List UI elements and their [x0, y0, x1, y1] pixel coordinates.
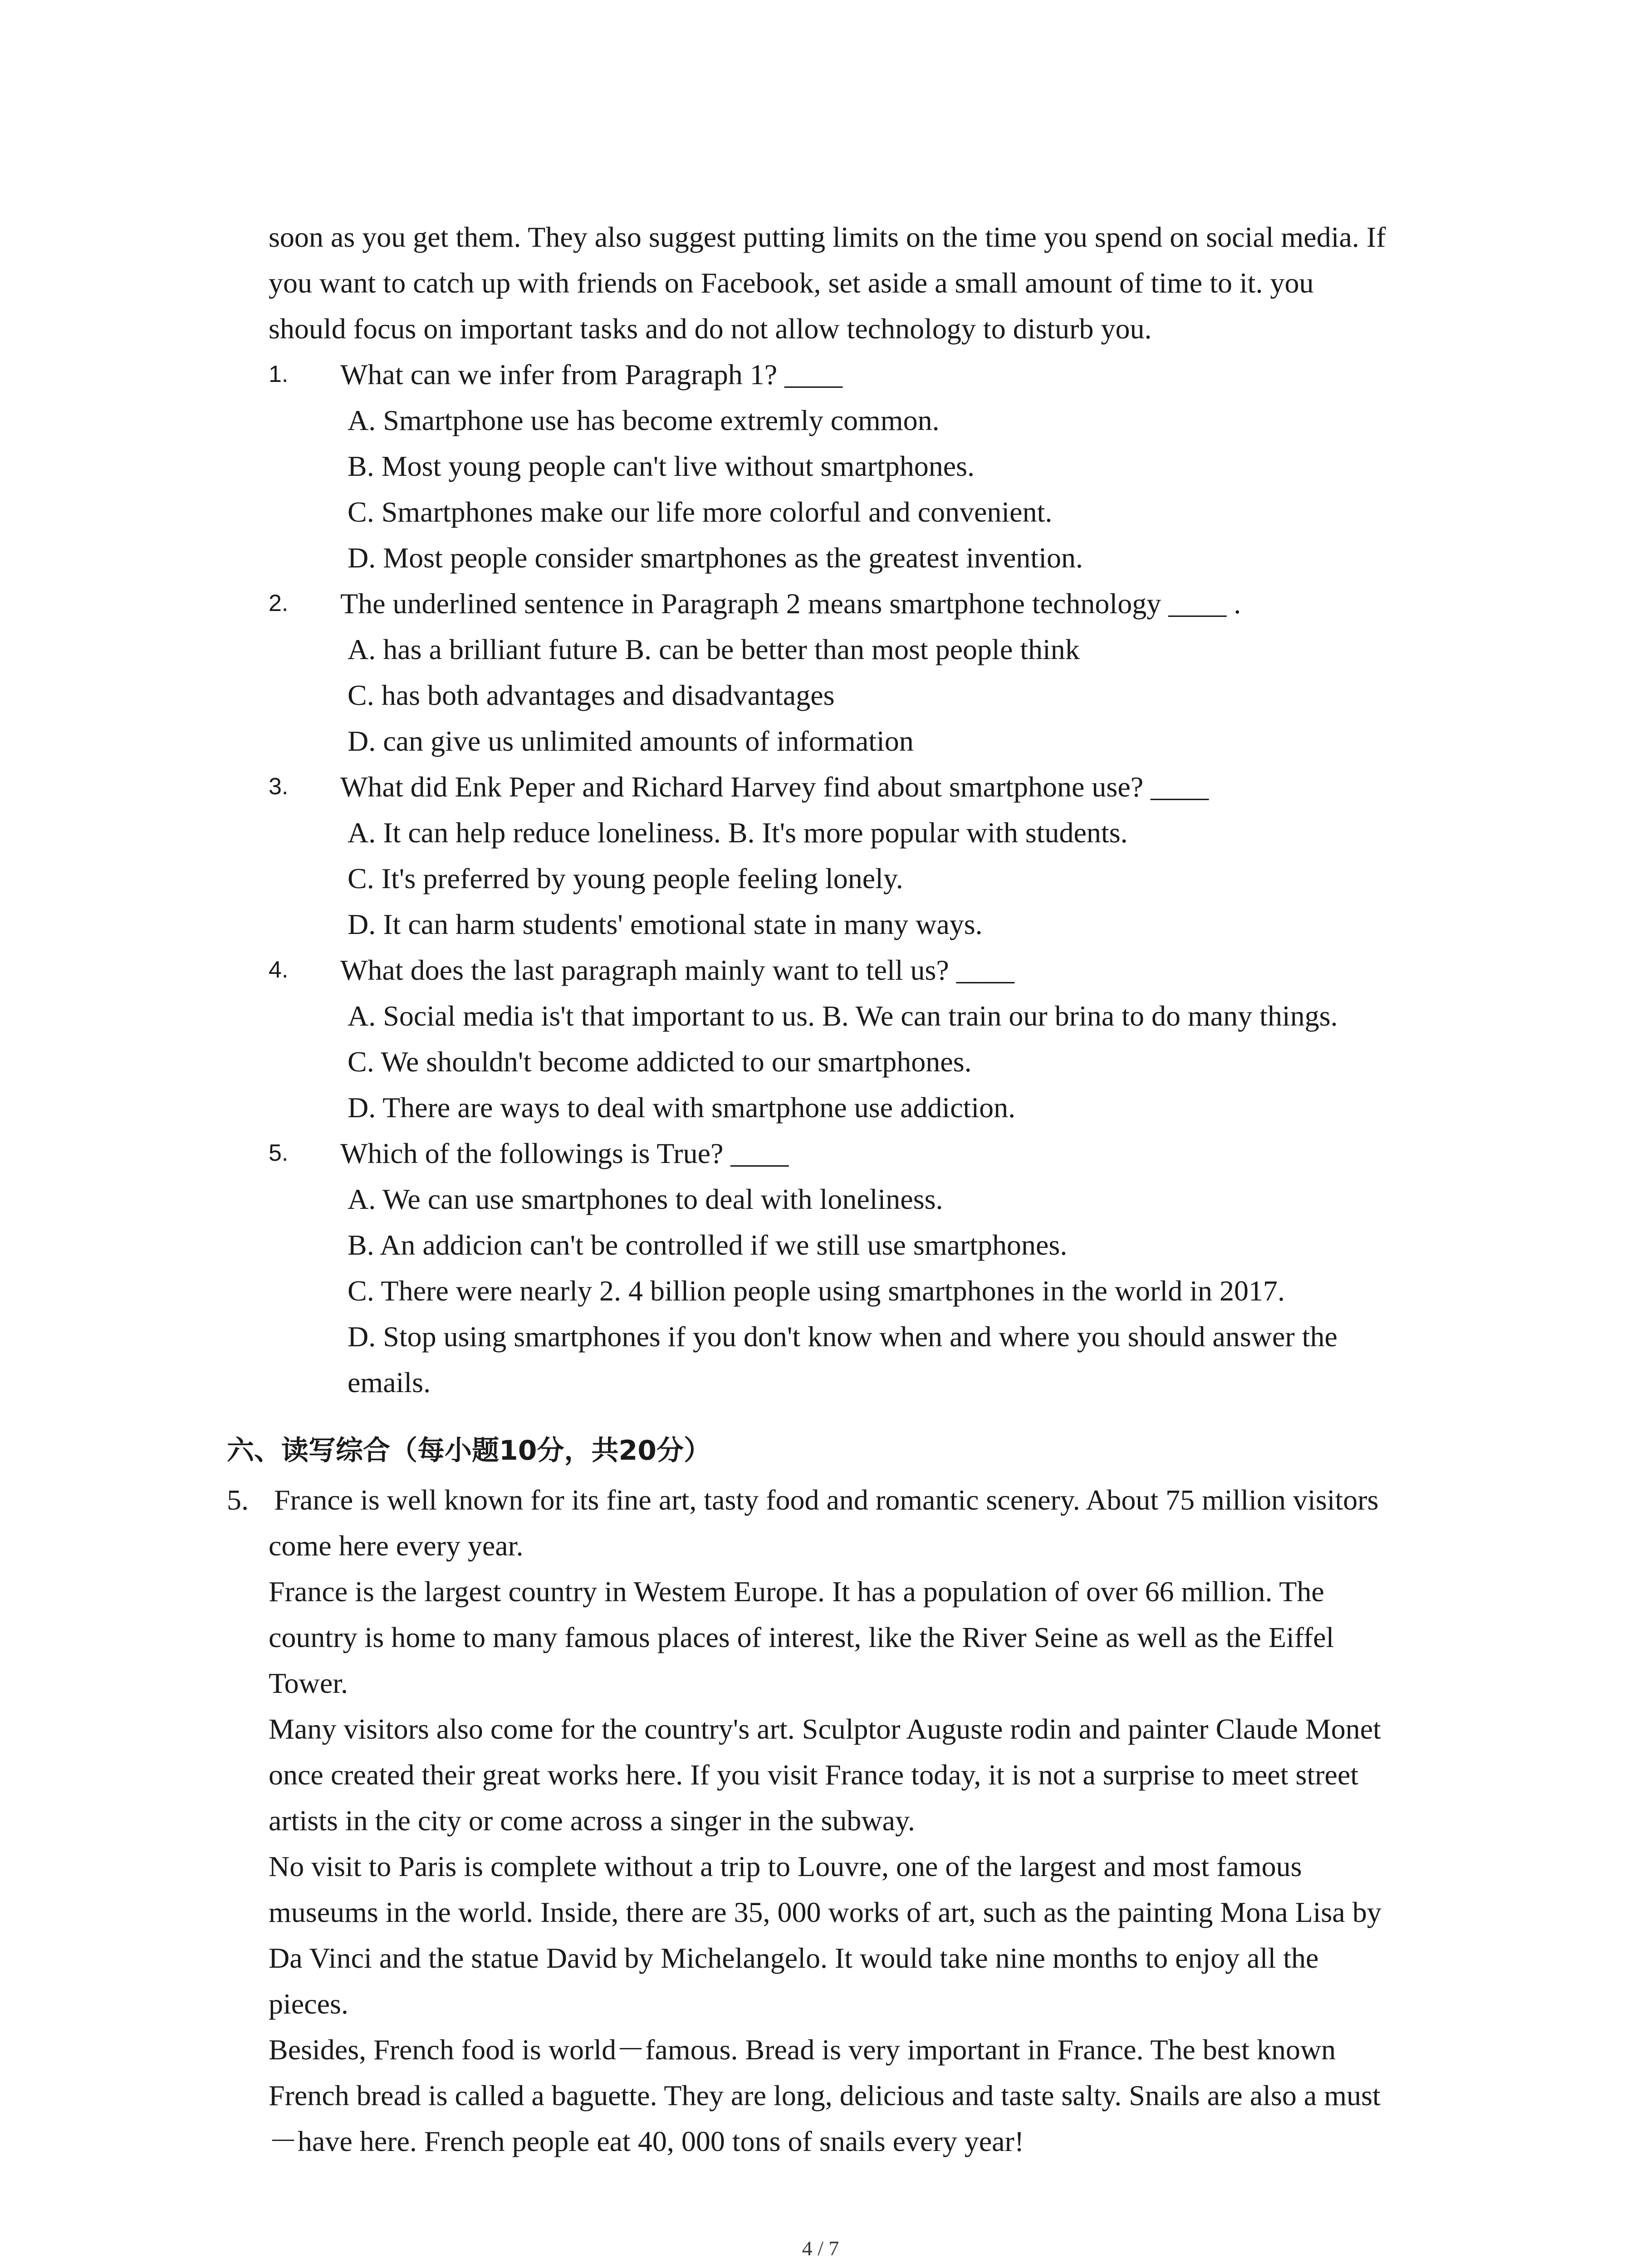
question-4: [269, 947, 1457, 1130]
reading-passage: [269, 214, 1457, 1405]
section-heading: 六、读写综合（每小题10分，共20分）: [227, 1435, 711, 1466]
passage-line: Many visitors also come for the country's art. Sculptor Auguste rodin and painter Claude Monet: [269, 1713, 1381, 1745]
passage-line: soon as you get them. They also suggest putting limits on the time you spend on social media. If: [269, 221, 1386, 253]
question-number: 3.: [269, 773, 289, 800]
question-text: What did Enk Peper and Richard Harvey find about smartphone use? ____: [340, 771, 1209, 803]
passage-line: you want to catch up with friends on Facebook, set aside a small amount of time to it. you: [269, 267, 1314, 299]
question-2: [269, 581, 1457, 764]
section6-question: [227, 1477, 1461, 2164]
question-text: Which of the followings is True? ____: [340, 1137, 789, 1169]
passage-line: should focus on important tasks and do not allow technology to disturb you.: [269, 313, 1152, 345]
page-number: 4 / 7: [802, 2237, 839, 2260]
passage-line: French bread is called a baguette. They are long, delicious and taste salty. Snails are also a must: [269, 2079, 1381, 2112]
passage-line: come here every year.: [269, 1530, 524, 1562]
passage-line: country is home to many famous places of interest, like the River Seine as well as the Eiffel: [269, 1621, 1334, 1653]
option: D. can give us unlimited amounts of information: [348, 725, 914, 757]
question-number: 1.: [269, 361, 289, 387]
passage-line: France is well known for its fine art, tasty food and romantic scenery. About 75 million visitors: [274, 1484, 1379, 1516]
option: B. An addicion can't be controlled if we still use smartphones.: [348, 1229, 1068, 1261]
passage-line: Tower.: [269, 1667, 348, 1699]
question-text: What can we infer from Paragraph 1? ____: [340, 358, 843, 391]
question-text: What does the last paragraph mainly want to tell us? ____: [340, 954, 1014, 986]
option: C. There were nearly 2. 4 billion people using smartphones in the world in 2017.: [348, 1275, 1285, 1307]
passage-line: No visit to Paris is complete without a trip to Louvre, one of the largest and most famous: [269, 1850, 1302, 1882]
option: D. It can harm students' emotional state in many ways.: [348, 908, 983, 940]
question-3: [269, 764, 1457, 947]
question-number: 5.: [269, 1140, 289, 1166]
passage-line: museums in the world. Inside, there are 35, 000 works of art, such as the painting Mona Lisa by: [269, 1896, 1381, 1928]
option: A. has a brilliant future B. can be better than most people think: [348, 633, 1080, 665]
option: D. There are ways to deal with smartphone use addiction.: [348, 1091, 1016, 1124]
option: B. Most young people can't live without smartphones.: [348, 450, 975, 482]
passage-line: Besides, French food is world－famous. Bread is very important in France. The best known: [269, 2033, 1336, 2066]
option: A. Social media is't that important to us. B. We can train our brina to do many things.: [348, 1000, 1338, 1032]
passage-line: once created their great works here. If you visit France today, it is not a surprise to meet street: [269, 1759, 1359, 1791]
option: A. Smartphone use has become extremly common.: [348, 404, 940, 436]
passage-line: pieces.: [269, 1988, 348, 2020]
passage-tail: [269, 214, 1457, 352]
question-number: 2.: [269, 590, 289, 616]
option: A. It can help reduce loneliness. B. It's more popular with students.: [348, 816, 1128, 849]
option: C. We shouldn't become addicted to our smartphones.: [348, 1046, 972, 1078]
question-number: 5.: [227, 1484, 249, 1516]
passage-line: France is the largest country in Westem Europe. It has a population of over 66 million. The: [269, 1575, 1324, 1608]
option: D. Stop using smartphones if you don't know when and where you should answer the: [348, 1320, 1337, 1353]
option: C. Smartphones make our life more colorful and convenient.: [348, 496, 1053, 528]
passage-line: Da Vinci and the statue David by Michelangelo. It would take nine months to enjoy all the: [269, 1942, 1319, 1974]
question-5: [269, 1130, 1457, 1405]
question-1: [269, 352, 1457, 581]
passage-line: －have here. French people eat 40, 000 tons of snails every year!: [269, 2125, 1024, 2157]
option: C. has both advantages and disadvantages: [348, 679, 835, 711]
option-continuation: emails.: [348, 1366, 431, 1398]
question-number: 4.: [269, 957, 289, 983]
question-text: The underlined sentence in Paragraph 2 means smartphone technology ____ .: [340, 587, 1241, 620]
passage-line: artists in the city or come across a singer in the subway.: [269, 1804, 915, 1837]
option: C. It's preferred by young people feeling lonely.: [348, 862, 903, 894]
option: A. We can use smartphones to deal with loneliness.: [348, 1183, 943, 1215]
option: D. Most people consider smartphones as the greatest invention.: [348, 542, 1083, 574]
